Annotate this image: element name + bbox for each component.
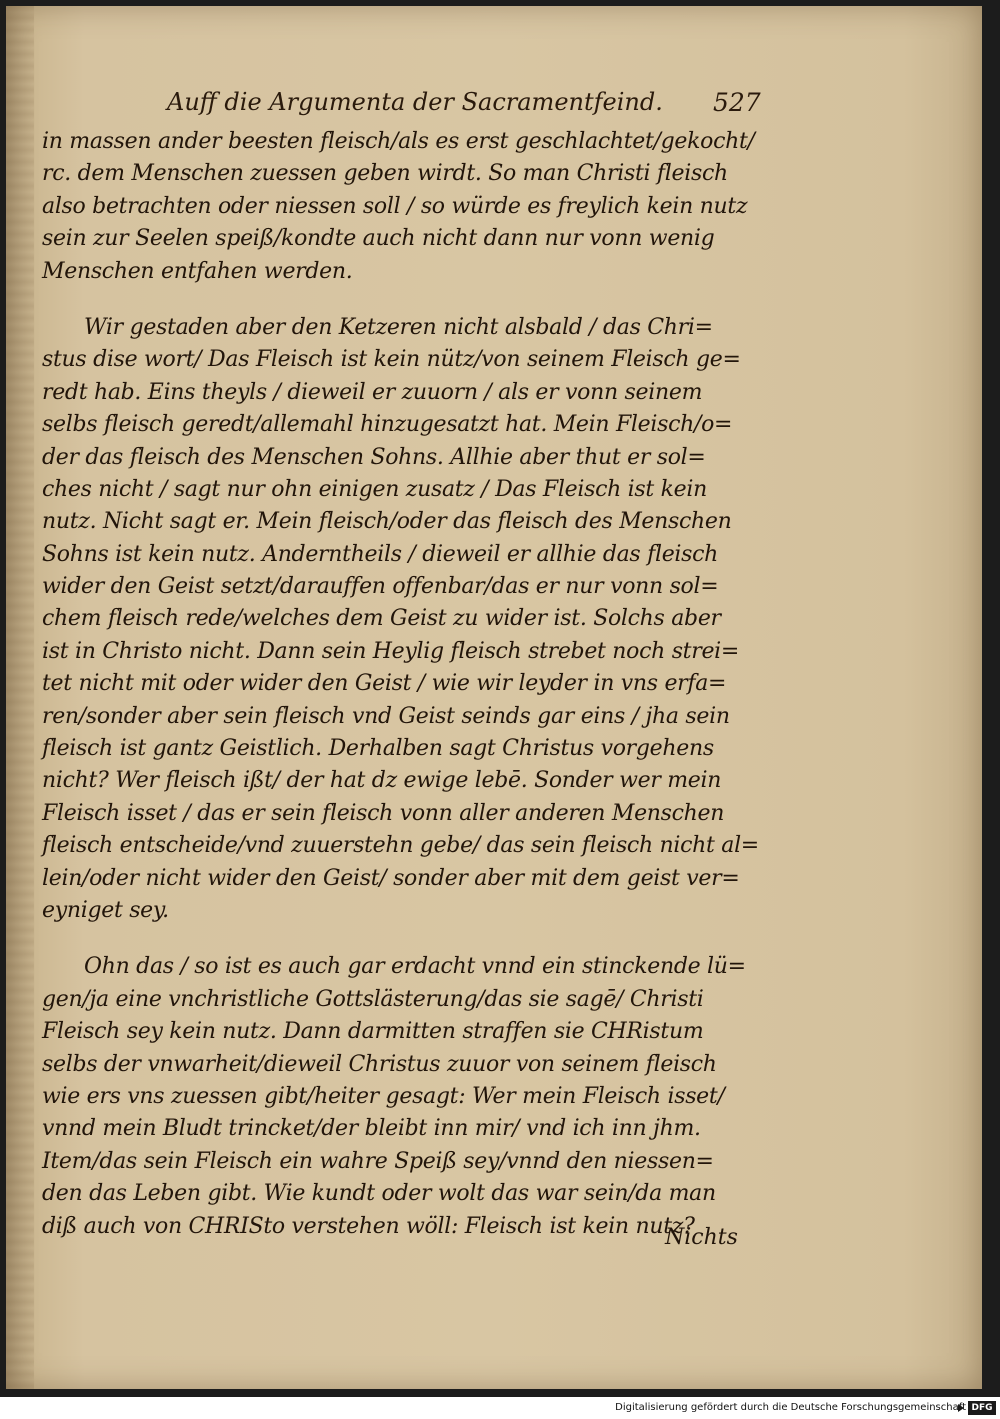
text-line: wie ers vns zuessen gibt/heiter gesagt: Wer mein Fleisch isset/ [42,1083,725,1109]
text-line: ist in Christo nicht. Dann sein Heylig fleisch strebet noch strei= [42,638,740,664]
arrow-icon [958,1404,964,1412]
running-head: Auff die Argumenta der Sacramentfeind. [167,88,663,116]
page-number: 527 [713,88,761,117]
text-line: nutz. Nicht sagt er. Mein fleisch/oder das fleisch des Menschen [42,509,732,535]
funding-credit: Digitalisierung gefördert durch die Deutsche Forschungsgemeinschaft [615,1402,966,1413]
text-line: stus dise wort/ Das Fleisch ist kein nütz/von seinem Fleisch ge= [42,347,741,373]
page-gutter-edge [6,6,34,1389]
text-line: Wir gestaden aber den Ketzeren nicht alsbald / das Chri= [84,314,713,340]
text-line: in massen ander beesten fleisch/als es erst geschlachtet/gekocht/ [42,129,755,154]
text-line: fleisch ist gantz Geistlich. Derhalben sagt Christus vorgehens [42,736,714,762]
text-line: lein/oder nicht wider den Geist/ sonder aber mit dem geist ver= [42,865,740,891]
text-line: Ohn das / so ist es auch gar erdacht vnnd ein stinckende lü= [84,954,746,980]
text-line: selbs der vnwarheit/dieweil Christus zuuor von seinem fleisch [42,1051,717,1077]
text-line: redt hab. Eins theyls / dieweil er zuuorn / als er vonn seinem [42,379,703,405]
text-line: also betrachten oder niessen soll / so würde es freylich kein nutz [42,193,748,219]
text-line: ren/sonder aber sein fleisch vnd Geist seinds gar eins / jha sein [42,703,730,729]
text-line: tet nicht mit oder wider den Geist / wie wir leyder in vns erfa= [42,671,727,697]
text-line: fleisch entscheide/vnd zuuerstehn gebe/ das sein fleisch nicht al= [42,833,759,859]
text-line: eyniget sey. [42,897,169,923]
text-line: chem fleisch rede/welches dem Geist zu wider ist. Solchs aber [42,606,721,632]
text-line: Fleisch sey kein nutz. Dann darmitten straffen sie CHRistum [42,1019,704,1045]
text-line: nicht? Wer fleisch ißt/ der hat dz ewige lebē. Sonder wer mein [42,768,722,794]
paragraph-2 [42,312,759,927]
text-line: vnnd mein Bludt trincket/der bleibt inn mir/ vnd ich inn jhm. [42,1116,701,1142]
text-line: der das fleisch des Menschen Sohns. Allhie aber thut er sol= [42,444,706,470]
paragraph-3 [42,951,752,1243]
text-line: wider den Geist setzt/darauffen offenbar/das er nur vonn sol= [42,574,719,600]
text-line: selbs fleisch geredt/allemahl hinzugesatzt hat. Mein Fleisch/o= [42,412,733,438]
catchword: Nichts [665,1225,738,1250]
body-text [42,126,759,1243]
dfg-logo: DFG [968,1401,996,1415]
text-line: gen/ja eine vnchristliche Gottslästerung/das sie sagē/ Christi [42,986,704,1012]
text-line: den das Leben gibt. Wie kundt oder wolt das war sein/da man [42,1181,716,1207]
text-line: Item/das sein Fleisch ein wahre Speiß sey/vnnd den niessen= [42,1148,714,1174]
text-line: Menschen entfahen werden. [42,258,353,284]
text-line: Fleisch isset / das er sein fleisch vonn aller anderen Menschen [42,800,725,826]
text-line: rc. dem Menschen zuessen geben wirdt. So man Christi fleisch [42,161,728,187]
text-line: Sohns ist kein nutz. Anderntheils / dieweil er allhie das fleisch [42,541,719,567]
text-line: ches nicht / sagt nur ohn einigen zusatz / Das Fleisch ist kein [42,476,707,502]
text-line: sein zur Seelen speiß/kondte auch nicht dann nur vonn wenig [42,226,715,252]
paragraph-1 [42,126,755,288]
text-line: diß auch von CHRISto verstehen wöll: Fleisch ist kein nutz? [42,1213,695,1239]
